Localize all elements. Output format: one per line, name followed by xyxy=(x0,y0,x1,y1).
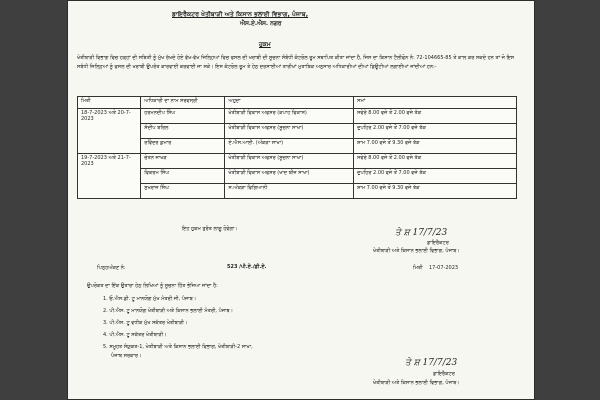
signature-2-date: 17/7/23 xyxy=(422,358,458,368)
copy-item-5: 5. ਸਮੂਹਤ ਸੰਯੁਕਤ-1, ਖੇਤੀਬਾੜੀ ਅਤੇ ਕਿਸਾਨ ਭਲਾਈ ਵਿਭਾਗ, ਖੇਤੀਬਾੜੀ-2 ਸਾਖਾ, xyxy=(103,344,253,350)
department-heading: ਡਾਇਰੈਕਟਰ ਖੇਤੀਬਾੜੀ ਅਤੇ ਕਿਸਾਨ ਭਲਾਈ ਵਿਭਾਗ, ਪੰਜਾਬ, xyxy=(172,11,309,18)
header-date: ਮਿਤੀ xyxy=(78,97,141,109)
immediate-effect-note: ਇਹ ਹੁਕਮ ਤੁਰੰਤ ਲਾਗੂ ਹੋਵੇਗਾ। xyxy=(182,226,238,232)
signature-1-date: 17/7/23 xyxy=(412,228,448,238)
time-cell: ਸ਼ਾਮ 7.00 ਵਜੇ ਤੋਂ 9.30 ਵਜੇ ਤੱਕ xyxy=(354,139,517,154)
signature-1: ਤੇ ਸ਼ 17/7/23 xyxy=(395,228,448,238)
officer-cell: ਰਵਿੰਦਰ ਕੁਮਾਰ xyxy=(141,139,225,154)
date-cell: 19-7-2023 ਅਤੇ 21-7-2023 xyxy=(78,154,141,199)
copy-item-1: 1. ਓ.ਐਸ.ਡੀ. ਟੂ ਮਾਨਯੋਗ ਮੁੱਖ ਮੰਤਰੀ ਜੀ, ਪੰਜਾਬ। xyxy=(103,296,197,302)
officer-cell: ਚੇਤਨ ਜਾਖੜ xyxy=(141,154,225,169)
officer-cell: ਹਰਮਨਦੀਪ ਸਿੰਘ xyxy=(141,109,225,124)
header-post: ਅਹੁਦਾ xyxy=(225,97,354,109)
document-page xyxy=(67,0,535,400)
endorsement-date: 17-07-2023 xyxy=(429,265,459,271)
officer-cell: ਵਿਕਰਮ ਸਿੰਘ xyxy=(141,169,225,184)
time-cell: ਦੁਪਹਿਰ 2.00 ਵਜੇ ਤੋਂ 7.00 ਵਜੇ ਤੱਕ xyxy=(354,169,517,184)
document-body xyxy=(77,8,525,392)
duty-roster-table xyxy=(77,96,517,199)
post-cell: ਖੇਤੀਬਾੜੀ ਵਿਕਾਸ ਅਫਸਰ (ਸੂਚਨਾ ਸਾਖਾ) xyxy=(225,124,354,139)
post-cell: ਏ.ਐਸ.ਆਈ. (ਅੰਕੜਾ ਸਾਖਾ) xyxy=(225,139,354,154)
date-cell: 18-7-2023 ਅਤੇ 20-7-2023 xyxy=(78,109,141,154)
post-cell: ਖੇਤੀਬਾੜੀ ਵਿਕਾਸ ਅਫਸਰ (ਕਪਾਹ ਵਿਕਾਸ) xyxy=(225,109,354,124)
table-row xyxy=(78,154,517,169)
table-row xyxy=(78,139,517,154)
endorsement-number: 523 /ਪੀ.ਏ./ਡੀ.ਏ. xyxy=(227,264,267,270)
table-row xyxy=(78,169,517,184)
time-cell: ਸਵੇਰੇ 8.00 ਵਜੇ ਤੋਂ 2.00 ਵਜੇ ਤੱਕ xyxy=(354,154,517,169)
time-cell: ਸ਼ਾਮ 7.00 ਵਜੇ ਤੋਂ 9.30 ਵਜੇ ਤੱਕ xyxy=(354,184,517,199)
header-time: ਸਮਾਂ xyxy=(354,97,517,109)
table-row xyxy=(78,124,517,139)
order-title: ਹੁਕਮ xyxy=(259,41,271,48)
table-row xyxy=(78,184,517,199)
copy-item-3: 3. ਪੀ.ਐਸ. ਟੂ ਵਧੀਕ ਮੁੱਖ ਸਕੱਤਰ ਖੇਤੀਬਾੜੀ। xyxy=(103,320,188,326)
post-cell: ਖੇਤੀਬਾੜੀ ਵਿਕਾਸ ਅਫਸਰ (ਸੂਚਨਾ ਸਾਖਾ) xyxy=(225,154,354,169)
endorsement-date-label: ਮਿਤੀ xyxy=(413,265,423,271)
copy-item-4: 4. ਪੀ.ਐਸ. ਟੂ ਸਕੱਤਰ ਖੇਤੀਬਾੜੀ। xyxy=(103,332,167,338)
signature-1-department: ਖੇਤੀਬਾੜੀ ਅਤੇ ਕਿਸਾਨ ਭਲਾਈ ਵਿਭਾਗ, ਪੰਜਾਬ। xyxy=(373,248,460,254)
time-cell: ਦੁਪਹਿਰ 2.00 ਵਜੇ ਤੋਂ 7.00 ਵਜੇ ਤੱਕ xyxy=(354,124,517,139)
signature-2-department: ਖੇਤੀਬਾੜੀ ਅਤੇ ਕਿਸਾਨ ਭਲਾਈ ਵਿਭਾਗ, ਪੰਜਾਬ। xyxy=(373,380,460,386)
endorsement-label: ਪਿਠ੍ਹਅੰਕਣ ਨੰ: xyxy=(97,265,126,271)
copy-item-5-cont: ਪੰਜਾਬ ਸਰਕਾਰ। xyxy=(111,353,142,359)
officer-cell: ਸੁਖਰਾਜ ਸਿੰਘ xyxy=(141,184,225,199)
post-cell: ਸ.ਅੰਕੜਾ ਵਿਗਿਆਨੀ xyxy=(225,184,354,199)
signature-2-title: ਡਾਇਰੈਕਟਰ xyxy=(433,371,455,377)
officer-cell: ਸੰਦੀਪ ਬਰਿਲ xyxy=(141,124,225,139)
table-row xyxy=(78,109,517,124)
signature-2: ਤੇ ਸ਼ 17/7/23 xyxy=(405,358,458,368)
copy-intro: ਉਪਰੋਕਤ ਦਾ ਇੱਕ ਉਤਾਰਾ ਹੇਠ ਲਿਖਿਆਂ ਨੂੰ ਸੂਚਨਾ ਹਿੱਤ ਭੇਜਿਆ ਜਾਂਦਾ ਹੈ: xyxy=(87,283,218,289)
table-header-row xyxy=(78,97,517,109)
signature-1-title: ਡਾਇਰੈਕਟਰ xyxy=(427,240,449,246)
time-cell: ਸਵੇਰੇ 8.00 ਵਜੇ ਤੋਂ 2.00 ਵਜੇ ਤੱਕ xyxy=(354,109,517,124)
order-paragraph: ਖੇਤੀਬਾੜੀ ਵਿਭਾਗ ਵਿਚ ਹੜ੍ਹਾਂ ਦੀ ਸਥਿਤੀ ਨੂੰ ਮੁੱਖ ਰੱਖਦੇ ਹੋਏ ਵੱਖ-ਵੱਖ ਜਿਲ੍ਹਿਆਂ ਵਿਚ ਫਸਲ ਦੀ ਖਰਾਬੀ ਦੀ ਸੂਚਨਾ ਸੰਬੰਧੀ ਕੰਟਰੋਲ ਰੂਮ ਸਥਾਪਿਤ ਕੀਤਾ ਜਾਂਦਾ ਹੈ, ਜਿਸ ਦਾ ਕਿਸਾਨ ਟੈਲੀਫੋਨ ਨੰ: 72-104665-85 ਤੇ ਕਾਲ ਕਰ ਸਕਦੇ ਹਨ ਤਾਂ ਜੋ ਇਸ ਸਬੰਧੀ ਜਿਲ੍ਹਿਆਂ ਨੂੰ ਫਸਲ ਦੀ ਖਰਾਬੀ ਉਪਰੰਤ ਕਾਰਵਾਈ ਕਰਵਾਈ ਜਾ ਸਕੇ। ਇਸ ਕੰਟਰੋਲ ਰੂਮ ਤੇ ਹੇਠ ਦਰਸਾਈਆਂ ਤਾਰੀਖਾਂ ਮੁਤਾਬਿਕ ਅਨੁਸਾਰ ਅਧਿਕਾਰੀਆਂ ਦੀਆਂ ਡਿਊਟੀਆਂ ਲਗਾਈਆਂ ਜਾਂਦੀਆਂ ਹਨ:- xyxy=(77,55,515,70)
copy-item-2: 2. ਪੀ.ਐਸ. ਟੂ ਮਾਨਯੋਗ ਖੇਤੀਬਾੜੀ ਅਤੇ ਕਿਸਾਨ ਭਲਾਈ ਮੰਤਰੀ, ਪੰਜਾਬ। xyxy=(103,308,234,314)
header-officer: ਅਧਿਕਾਰੀ ਦਾ ਨਾਮ ਸਰਵਸ੍ਰੀ xyxy=(141,97,225,109)
location-heading: ਐਸ.ਏ.ਐਸ. ਨਗਰ xyxy=(240,21,282,27)
post-cell: ਖੇਤੀਬਾੜੀ ਵਿਕਾਸ ਅਫਸਰ (ਖਾਦ ਬੀਜ ਸਾਖਾ) xyxy=(225,169,354,184)
